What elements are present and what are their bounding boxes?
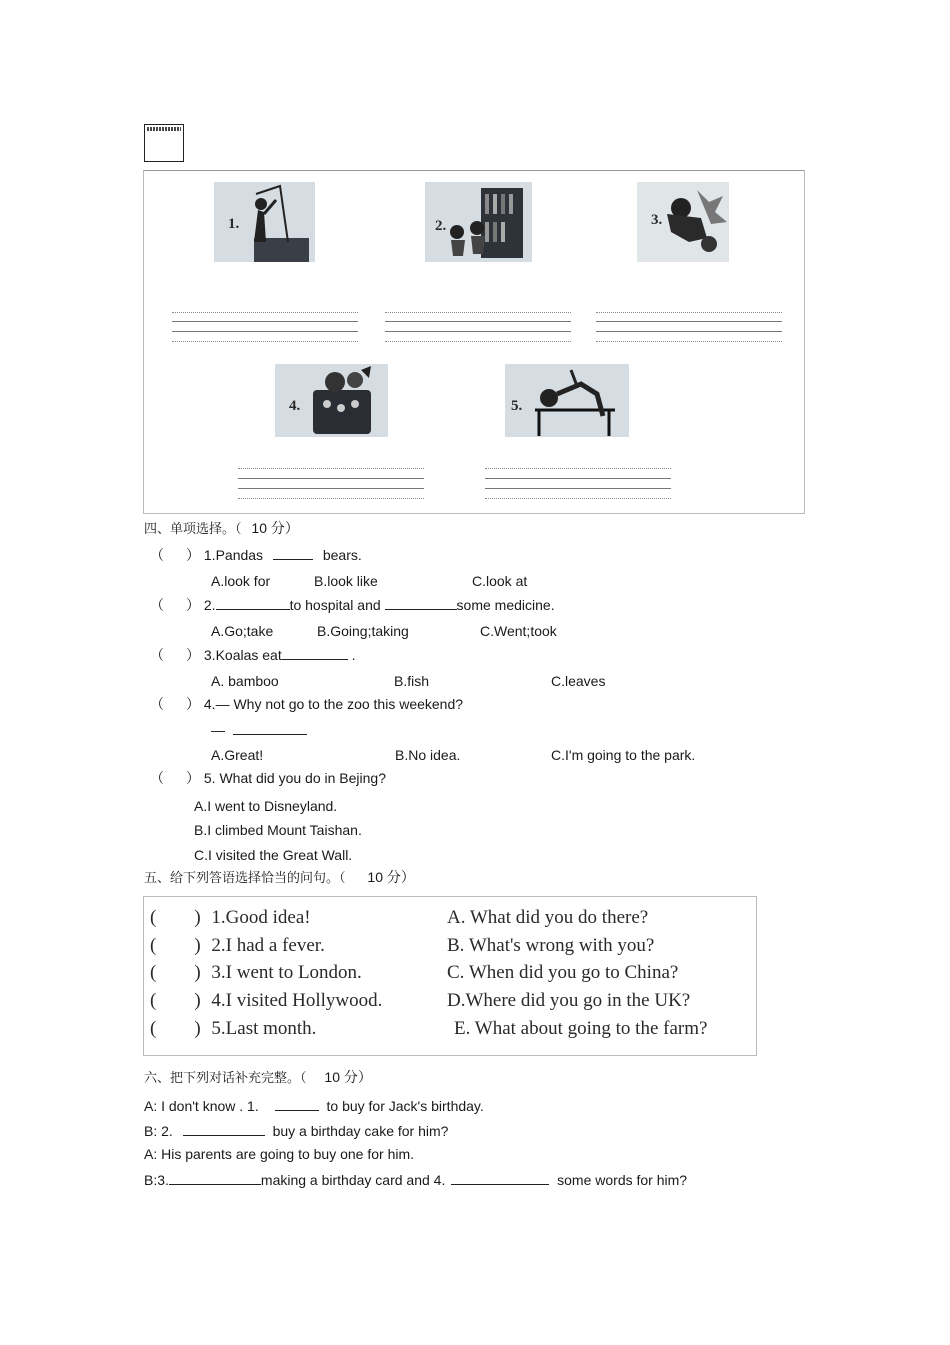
q2-option-c[interactable]: C.Went;took (480, 623, 557, 639)
matching-box (143, 896, 757, 1056)
answer-blank[interactable] (275, 1096, 319, 1111)
answer-blank[interactable] (273, 545, 313, 560)
section-6-heading: 六、把下列对话补充完整。（ 10 分） (144, 1069, 372, 1086)
q4-option-a[interactable]: A.Great! (211, 747, 264, 763)
q3-option-b[interactable]: B.fish (394, 673, 430, 689)
section-5-heading: 五、给下列答语选择恰当的问句。（ 10 分） (144, 869, 415, 886)
children-reading-books-drawing-icon (425, 182, 532, 262)
q4-response-line: — (211, 720, 307, 739)
q4-option-c[interactable]: C.I'm going to the park. (551, 747, 696, 763)
picture-4-number: 4. (289, 398, 301, 414)
question-1: （ ） 1.Pandas bears. (150, 547, 362, 563)
picture-2-number: 2. (435, 218, 447, 234)
dialogue-line-4: B:3. making a birthday card and 4. some words for him? (144, 1172, 688, 1188)
answer-blank[interactable] (183, 1121, 265, 1136)
score-box (144, 124, 184, 162)
dialogue-line-1: A: I don't know . 1. to buy for Jack's birthday. (144, 1098, 484, 1114)
q3-option-a[interactable]: A. bamboo (211, 673, 279, 689)
q5-option-a[interactable]: A.I went to Disneyland. (194, 798, 338, 814)
match-answer-3[interactable]: ( ) 3.I went to London. (150, 962, 362, 983)
question-4: （ ） 4.— Why not go to the zoo this weekend? (150, 696, 464, 712)
match-question-b: B. What's wrong with you? (447, 935, 655, 956)
dialogue-line-3: A: His parents are going to buy one for him. (144, 1146, 415, 1162)
q5-option-b[interactable]: B.I climbed Mount Taishan. (194, 822, 362, 838)
answer-blank[interactable] (385, 595, 457, 610)
family-photo-drawing-icon (275, 364, 388, 437)
picture-5-number: 5. (511, 398, 523, 414)
q1-option-b[interactable]: B.look like (314, 573, 378, 589)
q2-option-a[interactable]: A.Go;take (211, 623, 274, 639)
question-3: （ ） 3.Koalas eat . (150, 647, 356, 663)
answer-blank[interactable] (282, 645, 348, 660)
question-5: （ ） 5. What did you do in Bejing? (150, 770, 387, 786)
q2-option-b[interactable]: B.Going;taking (317, 623, 409, 639)
question-2: （ ） 2. to hospital and some medicine. (150, 597, 555, 613)
dialogue-line-2: B: 2. buy a birthday cake for him? (144, 1123, 449, 1139)
match-answer-2[interactable]: ( ) 2.I had a fever. (150, 935, 325, 956)
q5-option-c[interactable]: C.I visited the Great Wall. (194, 847, 353, 863)
q1-option-a[interactable]: A.look for (211, 573, 271, 589)
match-question-d: D.Where did you go in the UK? (447, 990, 691, 1011)
q3-option-c[interactable]: C.leaves (551, 673, 606, 689)
answer-blank[interactable] (233, 720, 307, 735)
q1-option-c[interactable]: C.look at (472, 573, 528, 589)
picture-3-number: 3. (651, 212, 663, 228)
answer-blank[interactable] (451, 1170, 549, 1185)
fishing-person-drawing-icon (214, 182, 315, 262)
answer-blank[interactable] (169, 1170, 261, 1185)
match-question-c: C. When did you go to China? (447, 962, 679, 983)
person-skating-drawing-icon (637, 182, 729, 262)
score-box-label (147, 127, 181, 131)
answer-blank[interactable] (216, 595, 290, 610)
match-answer-4[interactable]: ( ) 4.I visited Hollywood. (150, 990, 383, 1011)
section-4-heading: 四、单项选择。（ 10 分） (144, 520, 299, 537)
picture-1-number: 1. (228, 216, 240, 232)
high-jump-drawing-icon (505, 364, 629, 437)
q4-option-b[interactable]: B.No idea. (395, 747, 461, 763)
match-answer-5[interactable]: ( ) 5.Last month. (150, 1018, 317, 1039)
match-question-e: E. What about going to the farm? (454, 1018, 708, 1039)
match-answer-1[interactable]: ( ) 1.Good idea! (150, 907, 311, 928)
match-question-a: A. What did you do there? (447, 907, 649, 928)
